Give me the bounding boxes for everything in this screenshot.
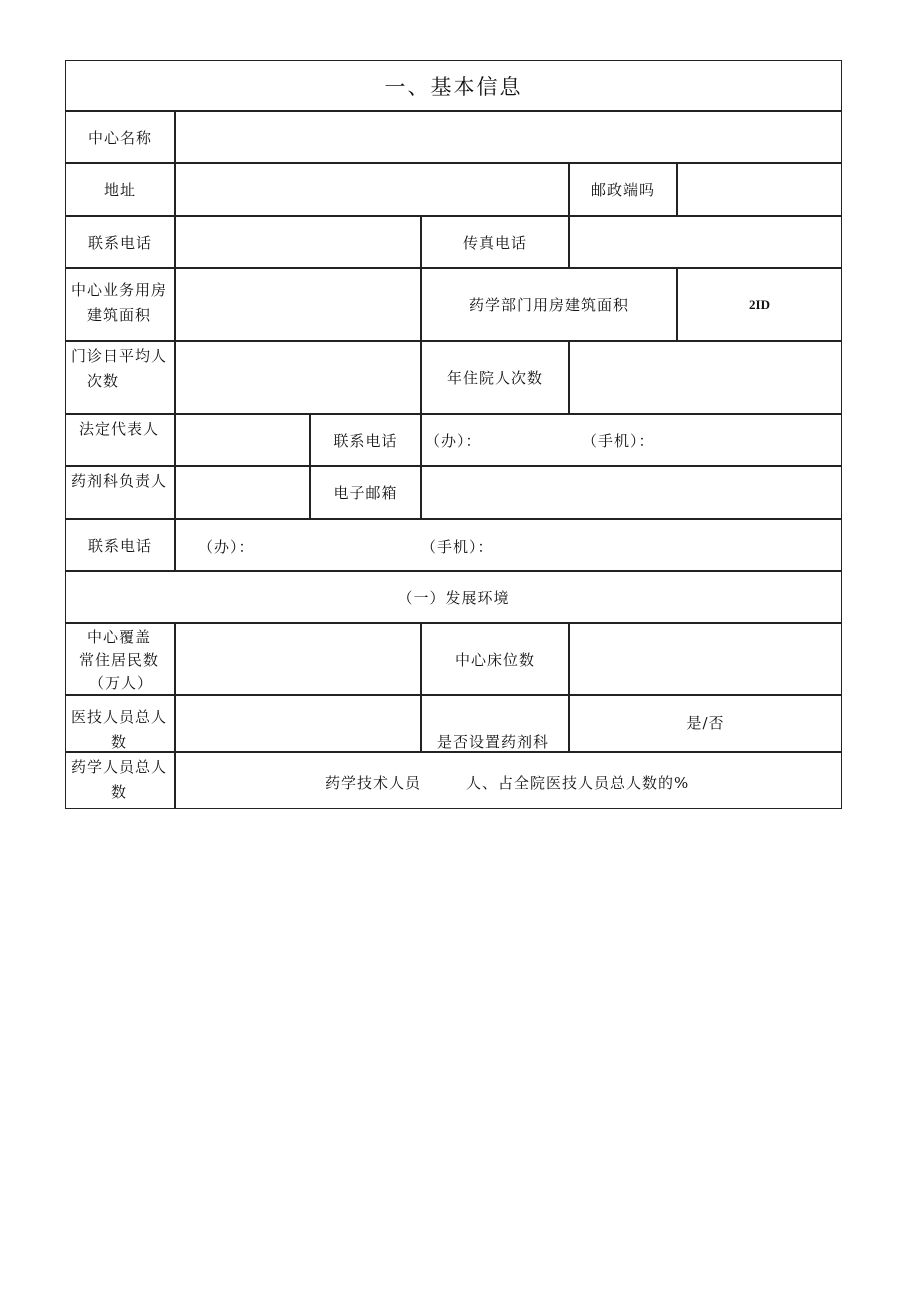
legal-mobile-label: （手机）： [582,432,655,450]
legal-office-label: （办）： [425,432,482,450]
beds-label [421,623,569,695]
pharmacy-head-label-text: 药剂科负责人 [71,472,168,490]
legal-phone-field[interactable] [421,414,842,466]
coverage-label-line3: （万人） [89,674,154,692]
inpatient-label [421,341,569,414]
legal-rep-field[interactable] [175,414,310,466]
legal-rep-label [65,414,175,466]
head-phone-label-text: 联系电话 [87,536,152,555]
pharmacy-head-label [65,466,175,519]
contact-phone-label-text: 联系电话 [87,233,152,252]
pharmacy-area-field[interactable] [677,268,842,341]
coverage-field[interactable] [175,623,421,695]
outpatient-label-line1: 门诊日平均人 [71,347,168,365]
pharm-staff-label-line1: 药学人员总人 [71,758,168,776]
postal-code-label-text: 邮政端吗 [590,181,655,199]
head-phone-field[interactable] [175,519,842,571]
outpatient-label [65,341,175,414]
email-label [310,466,421,519]
fax-field[interactable] [569,216,842,268]
coverage-label-line1: 中心覆盖 [87,628,152,646]
section-title-text: 一、基本信息 [384,74,523,99]
postal-code-label [569,163,677,216]
pharm-staff-field[interactable] [175,752,842,809]
postal-code-field[interactable] [677,163,842,216]
basic-info-form [66,61,843,810]
pharmacy-dept-field[interactable] [569,695,842,752]
section-title [65,60,842,111]
legal-rep-label-text: 法定代表人 [79,420,160,438]
pharmacy-area-value: 2ID [749,296,770,312]
legal-phone-label-text: 联系电话 [333,431,398,450]
head-phone-label [65,519,175,571]
address-label-text: 地址 [103,181,136,199]
fax-label-text: 传真电话 [462,233,527,252]
email-label-text: 电子邮箱 [333,484,398,502]
email-field[interactable] [421,466,842,519]
coverage-label [65,623,175,695]
pharm-staff-label-line2: 数 [111,783,128,801]
fax-label [421,216,569,268]
pharmacy-dept-label-text: 是否设置药剂科 [437,733,550,751]
subsection-title [65,571,842,623]
pharmacy-head-field[interactable] [175,466,310,519]
outpatient-label-line2: 次数 [87,372,120,390]
pharmacy-dept-label [421,695,569,752]
contact-phone-field[interactable] [175,216,421,268]
medtech-label-line1: 医技人员总人 [71,708,168,726]
pharm-staff-text-part2: 人、占全院医技人员总人数的% [466,774,690,792]
pharm-staff-label [65,752,175,809]
address-label [65,163,175,216]
center-name-field[interactable] [175,111,842,163]
medtech-label [65,695,175,752]
contact-phone-label [65,216,175,268]
pharmacy-area-label [421,268,677,341]
beds-label-text: 中心床位数 [454,650,535,669]
pharmacy-area-label-text: 药学部门用房建筑面积 [468,296,629,314]
head-mobile-label: （手机）： [421,538,494,556]
pharm-staff-text-part1: 药学技术人员 [325,774,422,792]
beds-field[interactable] [569,623,842,695]
inpatient-label-text: 年住院人次数 [446,369,543,387]
coverage-label-line2: 常住居民数 [79,651,160,669]
center-name-label-text: 中心名称 [87,128,152,147]
head-office-label: （办）： [198,538,255,556]
inpatient-field[interactable] [569,341,842,414]
center-area-label [65,268,175,341]
yes-no-text: 是/否 [686,714,725,732]
center-name-label [65,111,175,163]
center-area-field[interactable] [175,268,421,341]
center-area-label-line2: 建筑面积 [87,306,152,324]
medtech-label-line2: 数 [111,733,128,751]
outpatient-field[interactable] [175,341,421,414]
address-field[interactable] [175,163,569,216]
center-area-label-line1: 中心业务用房 [71,281,168,299]
legal-phone-label [310,414,421,466]
medtech-field[interactable] [175,695,421,752]
subsection-title-text: （一）发展环境 [397,588,510,607]
